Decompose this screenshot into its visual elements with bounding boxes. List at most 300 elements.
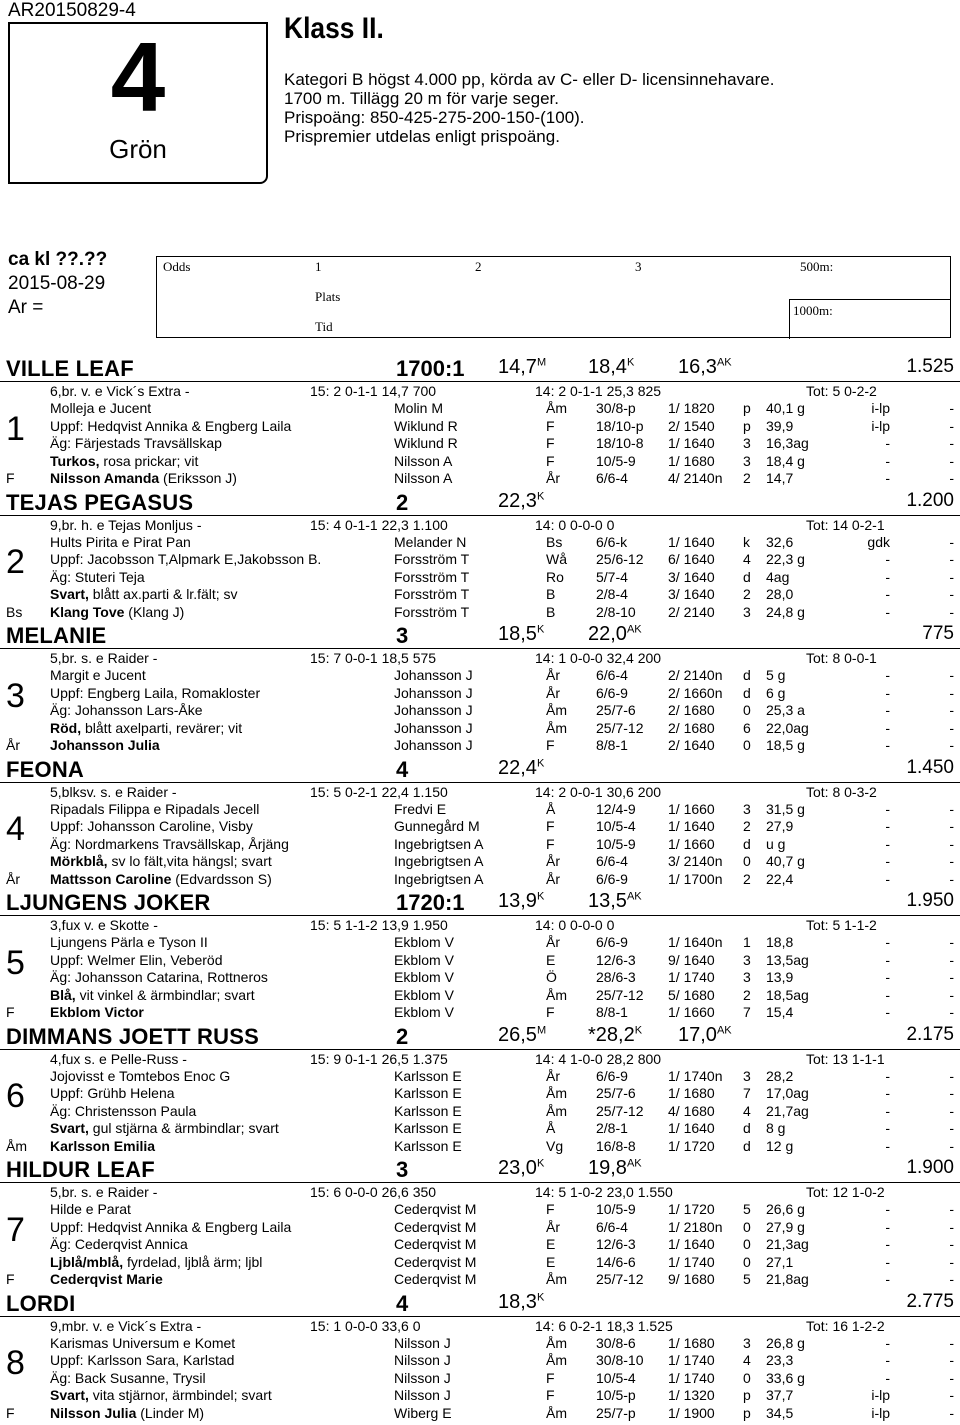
km-time: 27,9 <box>766 818 794 835</box>
best-time-type: K <box>536 756 545 769</box>
driver: Gunnegård M <box>394 818 480 835</box>
race-ref: 2/8-10 <box>596 603 636 620</box>
best-time-value: 23,0 <box>498 1157 537 1179</box>
track: Åm <box>546 702 567 719</box>
race-color: Grön <box>109 134 167 164</box>
best-time-value: 16,3 <box>678 356 717 378</box>
distance: 1/ 1740 <box>668 1369 715 1386</box>
km-time: 26,6 g <box>766 1201 805 1218</box>
track: F <box>546 1387 555 1404</box>
placing: 3 <box>743 969 751 986</box>
best-time-value: *28,2 <box>588 1023 635 1046</box>
gallop-note: - <box>885 1334 890 1351</box>
odds-note: - <box>949 853 954 870</box>
best-time <box>498 757 544 780</box>
stats-2014: 14: 6 0-2-1 18,3 1.525 <box>535 1317 673 1334</box>
stats-total: Tot: 5 0-2-2 <box>806 383 877 399</box>
line-text: Uppf: Johansson Caroline, Visby <box>50 818 253 835</box>
driver: Johansson J <box>394 667 473 684</box>
track: Åm <box>546 1271 567 1287</box>
gallop-note: gdk <box>867 533 890 550</box>
track: F <box>546 452 555 469</box>
km-time: 40,1 g <box>766 400 805 417</box>
odds-note: - <box>949 1387 954 1404</box>
driver: Karlsson E <box>394 1085 462 1102</box>
line-text: Ripadals Filippa e Ripadals Jecell <box>50 800 260 817</box>
gallop-note: - <box>885 951 890 968</box>
gallop-note: - <box>885 870 890 887</box>
odds-note: - <box>949 435 954 452</box>
start-distance: 4 <box>396 1290 409 1316</box>
odds-note: - <box>949 533 954 550</box>
line-text: Äg: Stuteri Teja <box>50 568 145 585</box>
horse-name: TEJAS PEGASUS <box>6 489 194 515</box>
km-time: 18,4 g <box>766 452 805 469</box>
track: Ö <box>546 969 557 986</box>
track: F <box>546 1369 555 1386</box>
track: Bs <box>546 533 563 550</box>
driver: Karlsson E <box>394 1120 462 1137</box>
stats-row <box>0 383 960 400</box>
split-500-label: 500m: <box>800 259 834 274</box>
driver: Cederqvist M <box>394 1253 477 1270</box>
start-number: 6 <box>6 1077 25 1116</box>
stats-2015: 15: 2 0-1-1 14,7 700 <box>310 383 437 399</box>
track: Å <box>546 800 556 817</box>
race-ref: 6/6-k <box>596 533 628 550</box>
driver: Cederqvist M <box>394 1271 477 1287</box>
placing: k <box>743 533 750 550</box>
odds-note: - <box>949 1201 954 1218</box>
horse-info: 4,fux s. e Pelle-Russ - <box>50 1050 187 1067</box>
distance: 1/ 1320 <box>668 1387 715 1404</box>
divider <box>789 299 790 339</box>
line-text: Äg: Christensson Paula <box>50 1102 197 1119</box>
driver: Forsström T <box>394 603 470 620</box>
shoe-code: F <box>6 470 15 486</box>
stats-2015: 15: 6 0-0-0 26,6 350 <box>310 1184 437 1200</box>
best-time <box>498 490 544 513</box>
distance: 2/ 1640 <box>668 737 715 753</box>
line-text: Svart, vita stjärnor, ärmbindel; svart <box>50 1387 272 1404</box>
start-row <box>0 435 960 452</box>
race-ref: 10/5-p <box>596 1387 636 1404</box>
line-text: Äg: Färjestads Travsällskap <box>50 435 222 452</box>
best-time <box>588 890 642 913</box>
gallop-note: - <box>885 737 890 753</box>
line-text: Blå, vit vinkel & ärmbindlar; svart <box>50 986 255 1003</box>
line-text: Karismas Universum e Komet <box>50 1334 236 1351</box>
gallop-note: - <box>885 1067 890 1084</box>
km-time: 39,9 <box>766 417 794 434</box>
odds-note: - <box>949 452 954 469</box>
race-ref: 6/6-9 <box>596 934 628 951</box>
km-time: 31,5 g <box>766 800 805 817</box>
odds-note: - <box>949 568 954 585</box>
start-row <box>0 1201 960 1218</box>
gallop-note: - <box>885 551 890 568</box>
driver: Ekblom V <box>394 934 454 951</box>
horse-name: HILDUR LEAF <box>6 1157 155 1182</box>
shoe-code: Bs <box>6 603 23 620</box>
shoe-code: F <box>6 1404 15 1421</box>
race-title: Klass II. <box>284 12 384 45</box>
km-time: 28,0 <box>766 586 794 603</box>
km-time: 8 g <box>766 1120 786 1137</box>
odds-note: - <box>949 667 954 684</box>
driver: Melander N <box>394 533 467 550</box>
placing: 3 <box>743 800 751 817</box>
race-ref: 25/7-12 <box>596 1102 644 1119</box>
gallop-note: - <box>885 1218 890 1235</box>
track: B <box>546 586 556 603</box>
shoe-code: År <box>6 737 20 753</box>
race-code: AR20150829-4 <box>8 0 136 21</box>
track: Åm <box>546 1334 567 1351</box>
distance: 1/ 1640 <box>668 1120 715 1137</box>
gallop-note: - <box>885 586 890 603</box>
odds-note: - <box>949 1253 954 1270</box>
start-row <box>0 1068 960 1085</box>
stats-row <box>0 1318 960 1335</box>
race-ref: 16/8-8 <box>596 1137 636 1154</box>
race-ref: 18/10-8 <box>596 435 644 452</box>
best-time-value: 22,3 <box>498 489 537 512</box>
horse-info: 3,fux v. e Skotte - <box>50 917 158 933</box>
odds-note: - <box>949 1404 954 1421</box>
start-row <box>0 1103 960 1120</box>
driver: Wiberg E <box>394 1404 452 1421</box>
driver: Ekblom V <box>394 951 454 968</box>
stats-2014: 14: 2 0-1-1 25,3 825 <box>535 383 662 399</box>
plats-label: Plats <box>315 289 341 304</box>
start-row <box>0 1370 960 1387</box>
odds-note: - <box>949 1120 954 1137</box>
gallop-note: - <box>885 1120 890 1137</box>
line-text: Uppf: Hedqvist Annika & Engberg Laila <box>50 417 292 434</box>
gallop-note: - <box>885 1102 890 1119</box>
line-text-bold: Ljblå/mblå, <box>50 1253 124 1270</box>
distance: 4/ 2140n <box>668 470 723 486</box>
driver: Johansson J <box>394 702 473 719</box>
line-text: Äg: Back Susanne, Trysil <box>50 1369 206 1386</box>
stats-total: Tot: 8 0-0-1 <box>806 650 877 666</box>
placing: 7 <box>743 1085 751 1102</box>
line-text: Hults Pirita e Pirat Pan <box>50 533 191 550</box>
gallop-note: - <box>885 1085 890 1102</box>
gallop-note: - <box>885 986 890 1003</box>
placing: 2 <box>743 470 751 486</box>
distance: 4/ 1680 <box>668 1102 715 1119</box>
stats-2015: 15: 9 0-1-1 26,5 1.375 <box>310 1050 448 1067</box>
best-time <box>498 1157 544 1180</box>
track: F <box>546 1201 555 1218</box>
line-text-bold: Svart, <box>50 1387 89 1404</box>
shoe-code: F <box>6 1004 15 1020</box>
distance: 2/ 1660n <box>668 684 723 701</box>
ar-label: Ar = <box>8 297 44 318</box>
distance: 1/ 1740 <box>668 969 715 986</box>
race-ref: 25/7-p <box>596 1404 636 1421</box>
gallop-note: - <box>885 702 890 719</box>
km-time: 34,5 <box>766 1404 794 1421</box>
gallop-note: i-lp <box>871 1404 890 1421</box>
start-row <box>0 952 960 969</box>
horse-name: FEONA <box>6 756 84 782</box>
track: Åm <box>546 719 567 736</box>
best-time-type: K <box>536 1157 545 1170</box>
start-row <box>0 1352 960 1369</box>
start-row <box>0 470 960 487</box>
track: År <box>546 853 560 870</box>
best-time <box>678 356 732 379</box>
line-text: Ljblå/mblå, fyrdelad, ljblå ärm; ljbl <box>50 1253 263 1270</box>
placing: 3 <box>743 1334 751 1351</box>
line-text: Uppf: Welmer Elin, Veberöd <box>50 951 223 968</box>
gallop-note: i-lp <box>871 1387 890 1404</box>
placing: d <box>743 835 751 852</box>
km-time: 13,5ag <box>766 951 809 968</box>
horse-info: 6,br. v. e Vick´s Extra - <box>50 383 190 399</box>
race-ref: 25/6-12 <box>596 551 644 568</box>
best-time <box>588 623 642 646</box>
placing: 3 <box>743 951 751 968</box>
best-time-type: M <box>536 1023 547 1036</box>
odds-note: - <box>949 1067 954 1084</box>
start-distance: 1720:1 <box>396 890 465 915</box>
track: E <box>546 951 556 968</box>
km-time: 22,3 g <box>766 551 805 568</box>
odds-note: - <box>949 1352 954 1369</box>
odds-note: - <box>949 1085 954 1102</box>
stats-2014: 14: 0 0-0-0 0 <box>535 516 615 533</box>
odds-note: - <box>949 835 954 852</box>
distance: 2/ 1680 <box>668 719 715 736</box>
start-row <box>0 1254 960 1271</box>
distance: 2/ 1680 <box>668 702 715 719</box>
best-time <box>678 1024 732 1047</box>
divider <box>0 782 960 783</box>
track: E <box>546 1253 556 1270</box>
distance: 1/ 1680 <box>668 452 715 469</box>
driver: Cederqvist M <box>394 1201 477 1218</box>
horse-info: 9,br. h. e Tejas Monljus - <box>50 516 202 533</box>
best-time-value: 26,5 <box>498 1023 537 1046</box>
distance: 9/ 1640 <box>668 951 715 968</box>
start-row <box>0 1335 960 1352</box>
track: År <box>546 470 560 486</box>
shoe-code: Åm <box>6 1137 27 1154</box>
placing: 3 <box>743 603 751 620</box>
line-text: Turkos, rosa prickar; vit <box>50 452 199 469</box>
line-text: Uppf: Engberg Laila, Romakloster <box>50 684 261 701</box>
race-ref: 30/8-p <box>596 400 636 417</box>
race-ref: 2/8-4 <box>596 586 628 603</box>
line-text <box>50 1004 144 1020</box>
km-time: 4ag <box>766 568 790 585</box>
odds-note: - <box>949 1369 954 1386</box>
start-number: 1 <box>6 409 25 448</box>
placing: 4 <box>743 1352 751 1369</box>
line-text-bold: Karlsson Emilia <box>50 1137 156 1154</box>
horse-name: VILLE LEAF <box>6 356 134 381</box>
placing: 3 <box>743 1067 751 1084</box>
km-time: 32,6 <box>766 533 794 550</box>
km-time: 23,3 <box>766 1352 794 1369</box>
best-time-type: M <box>536 356 547 369</box>
divider <box>0 648 960 649</box>
stats-row <box>0 650 960 667</box>
best-time-type: K <box>536 890 545 903</box>
km-time: 26,8 g <box>766 1334 805 1351</box>
odds-note: - <box>949 586 954 603</box>
odds-note: - <box>949 870 954 887</box>
best-time-type: K <box>536 489 545 502</box>
place-1-label: 1 <box>315 259 322 274</box>
km-time: 21,3ag <box>766 1236 809 1253</box>
distance: 6/ 1640 <box>668 551 715 568</box>
distance: 1/ 1720 <box>668 1137 715 1154</box>
shoe-code: År <box>6 870 20 887</box>
race-ref: 6/6-4 <box>596 470 628 486</box>
track: F <box>546 818 555 835</box>
gallop-note: - <box>885 835 890 852</box>
race-number-box <box>8 22 268 184</box>
race-number: 4 <box>110 22 166 132</box>
condition-line: Kategori B högst 4.000 pp, körda av C- eller D- licensinnehavare. <box>284 70 775 89</box>
tid-label: Tid <box>315 319 333 334</box>
km-time: u g <box>766 835 786 852</box>
placing: 0 <box>743 1236 751 1253</box>
distance: 1/ 1660 <box>668 835 715 852</box>
gallop-note: - <box>885 1271 890 1287</box>
distance: 2/ 2140 <box>668 603 715 620</box>
placing: d <box>743 1137 751 1154</box>
start-number: 8 <box>6 1344 25 1383</box>
start-distance: 2 <box>396 489 409 515</box>
km-time: 28,2 <box>766 1067 794 1084</box>
km-time: 12 g <box>766 1137 794 1154</box>
driver: Ekblom V <box>394 969 454 986</box>
split-1000-label: 1000m: <box>793 303 833 318</box>
km-time: 16,3ag <box>766 435 809 452</box>
driver: Johansson J <box>394 737 473 753</box>
line-text-bold: Mörkblå, <box>50 853 108 870</box>
start-row <box>0 418 960 435</box>
stats-total: Tot: 5 1-1-2 <box>806 917 877 933</box>
placing: 3 <box>743 452 751 469</box>
odds-note: - <box>949 684 954 701</box>
start-row <box>0 934 960 951</box>
line-text: Uppf: Jacobsson T,Alpmark E,Jakobsson B. <box>50 551 322 568</box>
line-text: Mattsson Caroline (Edvardsson S) <box>50 870 272 887</box>
track: Ro <box>546 568 564 585</box>
driver: Ingebrigtsen A <box>394 853 484 870</box>
track: E <box>546 1236 556 1253</box>
race-ref: 18/10-p <box>596 417 644 434</box>
placing: p <box>743 1404 751 1421</box>
odds-note: - <box>949 800 954 817</box>
gallop-note: - <box>885 1369 890 1386</box>
stats-total: Tot: 8 0-3-2 <box>806 783 877 800</box>
driver: Nilsson A <box>394 470 453 486</box>
divider <box>0 1316 960 1317</box>
distance: 3/ 1640 <box>668 568 715 585</box>
track: F <box>546 417 555 434</box>
track: Åm <box>546 1102 567 1119</box>
placing: p <box>743 417 751 434</box>
stats-2015: 15: 5 1-1-2 13,9 1.950 <box>310 917 448 933</box>
odds-note: - <box>949 1218 954 1235</box>
best-time-value: 18,5 <box>498 623 537 645</box>
track: År <box>546 667 560 684</box>
best-time-type: K <box>536 623 545 636</box>
condition-line: Prispoäng: 850-425-275-200-150-(100). <box>284 108 585 127</box>
line-text <box>50 1271 163 1287</box>
gallop-note: - <box>885 1352 890 1369</box>
best-time-value: 17,0 <box>678 1023 717 1046</box>
line-text: Hilde e Parat <box>50 1201 131 1218</box>
horse-info: 5,blksv. s. e Raider - <box>50 783 177 800</box>
distance: 1/ 2180n <box>668 1218 723 1235</box>
best-time <box>498 356 546 379</box>
race-ref: 12/6-3 <box>596 951 636 968</box>
driver: Ingebrigtsen A <box>394 870 484 887</box>
gallop-note: - <box>885 684 890 701</box>
line-text <box>50 1138 155 1154</box>
best-time <box>498 623 544 646</box>
race-ref: 30/8-6 <box>596 1334 636 1351</box>
prize-sum: 2.775 <box>906 1290 954 1312</box>
race-ref: 12/6-3 <box>596 1236 636 1253</box>
race-ref: 10/5-4 <box>596 818 636 835</box>
start-row <box>0 1120 960 1137</box>
horse-info: 5,br. s. e Raider - <box>50 1184 158 1200</box>
distance: 1/ 1680 <box>668 1334 715 1351</box>
driver: Nilsson J <box>394 1334 451 1351</box>
placing: 2 <box>743 586 751 603</box>
gallop-note: i-lp <box>871 417 890 434</box>
km-time: 17,0ag <box>766 1085 809 1102</box>
race-ref: 10/5-9 <box>596 835 636 852</box>
placing: 3 <box>743 435 751 452</box>
best-time-type: K <box>536 1290 545 1303</box>
driver: Nilsson J <box>394 1369 451 1386</box>
best-time-value: 13,9 <box>498 890 537 912</box>
driver: Cederqvist M <box>394 1218 477 1235</box>
line-text: Äg: Nordmarkens Travsällskap, Årjäng <box>50 835 289 852</box>
line-text-bold: Mattsson Caroline <box>50 870 172 887</box>
distance: 3/ 1640 <box>668 586 715 603</box>
start-distance: 4 <box>396 756 409 782</box>
gallop-note: - <box>885 603 890 620</box>
best-time-type: K <box>626 356 635 369</box>
race-ref: 6/6-9 <box>596 1067 628 1084</box>
odds-label: Odds <box>163 259 191 274</box>
condition-line: 1700 m. Tillägg 20 m för varje seger. <box>284 89 559 108</box>
race-ref: 28/6-3 <box>596 969 636 986</box>
driver: Wiklund R <box>394 435 458 452</box>
km-time: 22,4 <box>766 870 794 887</box>
placing: 4 <box>743 1102 751 1119</box>
driver: Nilsson J <box>394 1352 451 1369</box>
track: F <box>546 835 555 852</box>
line-text: Ljungens Pärla e Tyson II <box>50 934 208 951</box>
driver: Cederqvist M <box>394 1236 477 1253</box>
km-time: 18,5 g <box>766 737 805 753</box>
start-distance: 3 <box>396 623 409 648</box>
placing: d <box>743 568 751 585</box>
